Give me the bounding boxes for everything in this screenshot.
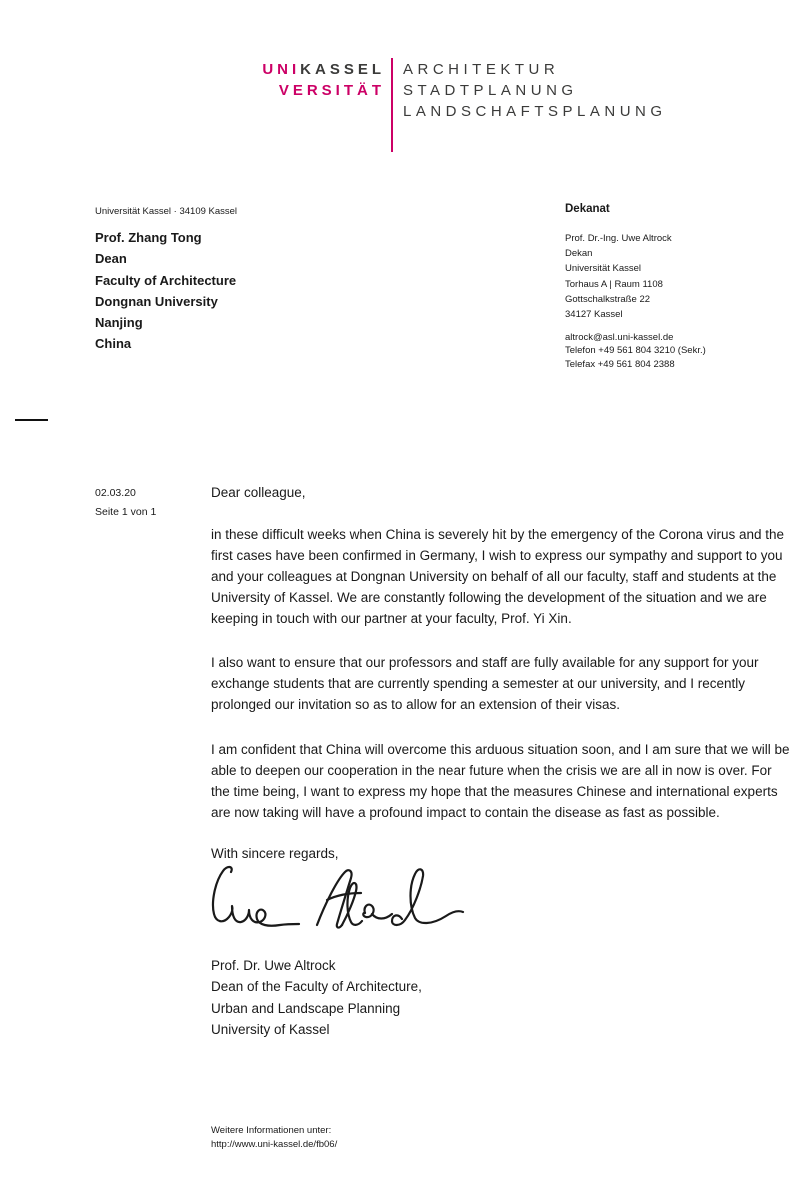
- recipient-line: Prof. Zhang Tong: [95, 230, 202, 245]
- contact-line: Gottschalkstraße 22: [565, 293, 651, 305]
- signer-title: Dean of the Faculty of Architecture,: [211, 979, 422, 995]
- logo-uni-text: UNI: [262, 61, 301, 78]
- recipient-line: Nanjing: [95, 315, 143, 331]
- contact-heading: Dekanat: [565, 203, 610, 215]
- signer-name: Prof. Dr. Uwe Altrock: [211, 958, 336, 973]
- contact-line: Universität Kassel: [565, 263, 642, 275]
- recipient-address: [95, 227, 236, 355]
- logo-kassel-text: KASSEL: [300, 61, 385, 78]
- logo-versitaet-text: VERSITÄT: [278, 82, 385, 99]
- footer-info: [211, 1124, 337, 1152]
- contact-telefax: Telefax +49 561 804 2388: [565, 358, 675, 370]
- letter-paragraph: I am confident that China will overcome this arduous situation soon, and I am sure that we will be able to deepen our cooperation in the near future when the crisis we are all in now is over. For the time being, I want to express my hope that the measures Chinese and international experts are now taking will have a profound impact to contain the disease as fast as possible.: [211, 742, 790, 820]
- recipient-line: Dongnan University: [95, 293, 218, 309]
- contact-line: Dekan: [565, 248, 593, 260]
- contact-line: Torhaus A | Raum 1108: [565, 278, 663, 290]
- footer-url: http://www.uni-kassel.de/fb06/: [211, 1139, 338, 1150]
- letter-date: 02.03.20: [95, 487, 136, 499]
- logo-dept-architektur: ARCHITEKTUR: [403, 61, 560, 78]
- signer-block: [211, 955, 422, 1040]
- uni-kassel-logo-brand: [205, 59, 385, 101]
- recipient-line: Dean: [95, 251, 127, 267]
- recipient-line: Faculty of Architecture: [95, 272, 237, 288]
- logo-divider-rule: [391, 58, 393, 152]
- signer-title: Urban and Landscape Planning: [211, 1000, 401, 1016]
- letter-paragraph: I also want to ensure that our professors and staff are fully available for any support for your exchange students that are currently spending a semester at our university, and I recently prolonged our invitation so as to allow for an extension of their visas.: [211, 655, 759, 712]
- recipient-line: China: [95, 336, 132, 352]
- contact-comm-block: [565, 331, 706, 371]
- logo-brand-line-1: [205, 59, 385, 80]
- fold-mark: [15, 419, 48, 421]
- handwritten-signature-image: [205, 862, 470, 947]
- logo-brand-line-2: [205, 80, 385, 101]
- contact-telefon: Telefon +49 561 804 3210 (Sekr.): [565, 345, 706, 357]
- contact-line: Prof. Dr.-Ing. Uwe Altrock: [565, 233, 672, 244]
- uni-kassel-logo-department: [403, 59, 667, 122]
- logo-dept-stadtplanung: STADTPLANUNG: [403, 82, 578, 99]
- footer-label: Weitere Informationen unter:: [211, 1125, 332, 1136]
- signer-institution: University of Kassel: [211, 1021, 330, 1037]
- contact-address-block: [565, 231, 672, 322]
- page-number: Seite 1 von 1: [95, 506, 157, 518]
- salutation: Dear colleague,: [211, 485, 306, 500]
- contact-email: altrock@asl.uni-kassel.de: [565, 332, 674, 343]
- letter-paragraph: in these difficult weeks when China is severely hit by the emergency of the Corona virus and the first cases have been confirmed in Germany, I wish to express our sympathy and support to you and your colleagues at Dongnan University on behalf of all our faculty, staff and students at the University of Kassel. We are constantly following the development of the situation and we are keeping in touch with our partner at your faculty, Prof. Yi Xin.: [211, 527, 785, 626]
- contact-line: 34127 Kassel: [565, 309, 623, 321]
- sender-return-address: Universität Kassel · 34109 Kassel: [95, 206, 238, 217]
- closing-line: With sincere regards,: [211, 846, 339, 861]
- logo-dept-landschaftsplanung: LANDSCHAFTSPLANUNG: [403, 103, 667, 120]
